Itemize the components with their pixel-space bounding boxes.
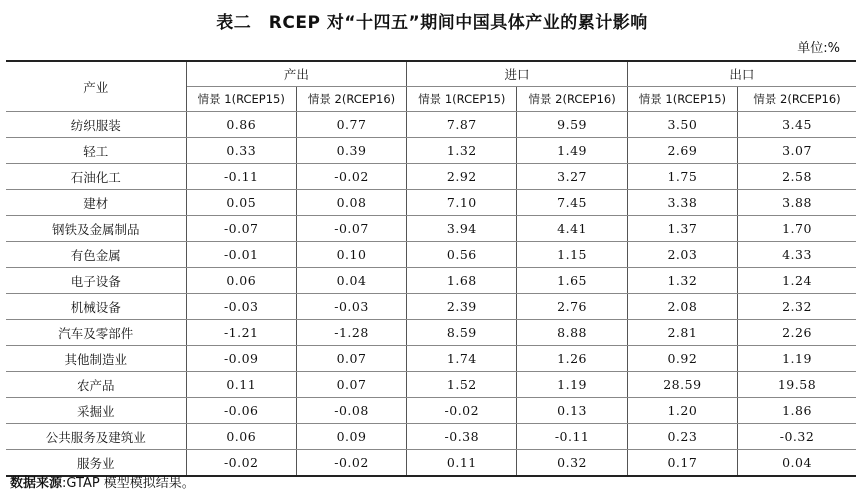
industry-name: 轻工: [6, 138, 186, 164]
value-cell: 4.33: [738, 242, 856, 268]
value-cell: 8.59: [407, 320, 517, 346]
value-cell: 3.88: [738, 190, 856, 216]
value-cell: 0.33: [186, 138, 296, 164]
industry-name: 石油化工: [6, 164, 186, 190]
value-cell: 1.49: [517, 138, 627, 164]
value-cell: 8.88: [517, 320, 627, 346]
value-cell: -0.02: [296, 450, 406, 477]
table-row: [6, 112, 856, 138]
value-cell: 7.45: [517, 190, 627, 216]
value-cell: 0.23: [627, 424, 737, 450]
value-cell: 0.09: [296, 424, 406, 450]
table-row: [6, 242, 856, 268]
value-cell: 1.32: [407, 138, 517, 164]
value-cell: 0.77: [296, 112, 406, 138]
value-cell: -0.07: [296, 216, 406, 242]
industry-name: 其他制造业: [6, 346, 186, 372]
value-cell: 7.87: [407, 112, 517, 138]
table-row: [6, 138, 856, 164]
value-cell: 2.03: [627, 242, 737, 268]
data-source-note: [10, 472, 195, 491]
value-cell: -0.11: [186, 164, 296, 190]
value-cell: 0.05: [186, 190, 296, 216]
value-cell: -0.08: [296, 398, 406, 424]
table-row: [6, 424, 856, 450]
value-cell: 0.07: [296, 346, 406, 372]
industry-name: 汽车及零部件: [6, 320, 186, 346]
value-cell: 1.68: [407, 268, 517, 294]
value-cell: 1.26: [517, 346, 627, 372]
value-cell: -0.02: [296, 164, 406, 190]
table-row: [6, 268, 856, 294]
industry-name: 公共服务及建筑业: [6, 424, 186, 450]
value-cell: 0.11: [407, 450, 517, 477]
value-cell: -0.01: [186, 242, 296, 268]
unit-label: 单位:%: [797, 41, 840, 56]
value-cell: 0.06: [186, 268, 296, 294]
value-cell: 0.13: [517, 398, 627, 424]
industry-name: 有色金属: [6, 242, 186, 268]
table-row: [6, 294, 856, 320]
scenario-header: 情景 1(RCEP15): [627, 87, 737, 112]
value-cell: -0.11: [517, 424, 627, 450]
value-cell: -1.28: [296, 320, 406, 346]
value-cell: -1.21: [186, 320, 296, 346]
value-cell: -0.09: [186, 346, 296, 372]
table-title: 表二 RCEP 对“十四五”期间中国具体产业的累计影响: [216, 13, 648, 33]
industry-name: 钢铁及金属制品: [6, 216, 186, 242]
value-cell: 1.20: [627, 398, 737, 424]
table-row: [6, 164, 856, 190]
industry-name: 采掘业: [6, 398, 186, 424]
value-cell: 0.04: [296, 268, 406, 294]
value-cell: -0.02: [407, 398, 517, 424]
value-cell: 0.07: [296, 372, 406, 398]
value-cell: -0.38: [407, 424, 517, 450]
value-cell: 0.04: [738, 450, 856, 477]
value-cell: 4.41: [517, 216, 627, 242]
value-cell: 0.10: [296, 242, 406, 268]
value-cell: 1.86: [738, 398, 856, 424]
value-cell: 0.32: [517, 450, 627, 477]
value-cell: 1.37: [627, 216, 737, 242]
value-cell: 7.10: [407, 190, 517, 216]
value-cell: 2.92: [407, 164, 517, 190]
value-cell: 28.59: [627, 372, 737, 398]
value-cell: 1.75: [627, 164, 737, 190]
industry-name: 服务业: [6, 450, 186, 477]
value-cell: 1.32: [627, 268, 737, 294]
data-table: [6, 60, 856, 477]
value-cell: 2.32: [738, 294, 856, 320]
value-cell: 3.50: [627, 112, 737, 138]
value-cell: -0.03: [186, 294, 296, 320]
value-cell: 0.39: [296, 138, 406, 164]
value-cell: -0.02: [186, 450, 296, 477]
source-label: 数据来源: [10, 476, 63, 491]
table-body: [6, 112, 856, 477]
value-cell: -0.03: [296, 294, 406, 320]
industry-header: 产业: [6, 61, 186, 112]
value-cell: 19.58: [738, 372, 856, 398]
scenario-header: 情景 2(RCEP16): [517, 87, 627, 112]
value-cell: 9.59: [517, 112, 627, 138]
value-cell: 2.76: [517, 294, 627, 320]
table-row: [6, 372, 856, 398]
group-header-import: 进口: [407, 61, 628, 87]
table-row: [6, 216, 856, 242]
value-cell: 3.07: [738, 138, 856, 164]
scenario-header: 情景 1(RCEP15): [186, 87, 296, 112]
value-cell: 2.58: [738, 164, 856, 190]
value-cell: 0.17: [627, 450, 737, 477]
value-cell: -0.32: [738, 424, 856, 450]
scenario-header: 情景 2(RCEP16): [738, 87, 856, 112]
value-cell: 0.92: [627, 346, 737, 372]
value-cell: 1.74: [407, 346, 517, 372]
value-cell: 0.08: [296, 190, 406, 216]
scenario-header: 情景 1(RCEP15): [407, 87, 517, 112]
value-cell: 0.56: [407, 242, 517, 268]
value-cell: 3.45: [738, 112, 856, 138]
header-group-row: [6, 61, 856, 87]
value-cell: 0.86: [186, 112, 296, 138]
table-row: [6, 190, 856, 216]
value-cell: 2.69: [627, 138, 737, 164]
value-cell: 0.06: [186, 424, 296, 450]
value-cell: 1.52: [407, 372, 517, 398]
value-cell: 1.19: [738, 346, 856, 372]
industry-name: 建材: [6, 190, 186, 216]
table-row: [6, 398, 856, 424]
value-cell: 2.39: [407, 294, 517, 320]
group-header-export: 出口: [627, 61, 856, 87]
value-cell: 3.38: [627, 190, 737, 216]
value-cell: 3.27: [517, 164, 627, 190]
industry-name: 机械设备: [6, 294, 186, 320]
value-cell: 1.65: [517, 268, 627, 294]
value-cell: 2.08: [627, 294, 737, 320]
scenario-header: 情景 2(RCEP16): [296, 87, 406, 112]
value-cell: 2.81: [627, 320, 737, 346]
value-cell: 3.94: [407, 216, 517, 242]
table-row: [6, 320, 856, 346]
source-text: :GTAP 模型模拟结果。: [62, 476, 195, 491]
industry-name: 纺织服装: [6, 112, 186, 138]
industry-name: 电子设备: [6, 268, 186, 294]
value-cell: 1.15: [517, 242, 627, 268]
value-cell: 1.24: [738, 268, 856, 294]
value-cell: -0.06: [186, 398, 296, 424]
value-cell: -0.07: [186, 216, 296, 242]
table-row: [6, 346, 856, 372]
group-header-output: 产出: [186, 61, 407, 87]
value-cell: 1.19: [517, 372, 627, 398]
value-cell: 2.26: [738, 320, 856, 346]
industry-name: 农产品: [6, 372, 186, 398]
value-cell: 0.11: [186, 372, 296, 398]
value-cell: 1.70: [738, 216, 856, 242]
